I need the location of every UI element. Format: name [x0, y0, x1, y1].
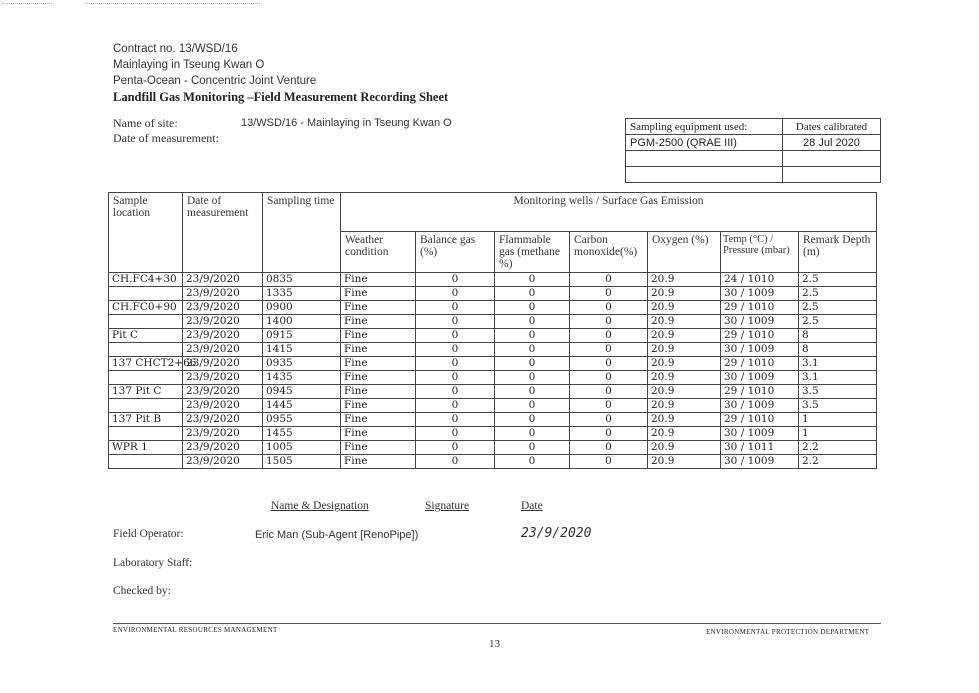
- cell-time: 1505: [263, 455, 341, 469]
- cell-carbon-monoxide: 0: [570, 287, 648, 301]
- cell-remark-depth: 1: [799, 413, 877, 427]
- cell-remark-depth: 3.5: [799, 385, 877, 399]
- cell-carbon-monoxide: 0: [570, 357, 648, 371]
- contractor-name: Penta-Ocean - Concentric Joint Venture: [113, 75, 317, 87]
- cell-date: 23/9/2020: [183, 329, 263, 343]
- cell-balance-gas: 0: [416, 301, 495, 315]
- cell-date: 23/9/2020: [183, 357, 263, 371]
- cell-balance-gas: 0: [416, 371, 495, 385]
- table-row: [109, 413, 877, 427]
- cell-date: 23/9/2020: [183, 427, 263, 441]
- cell-weather: Fine: [341, 399, 416, 413]
- cell-temp-pressure: 30 / 1009: [721, 399, 799, 413]
- cell-flammable-gas: 0: [495, 455, 570, 469]
- cell-balance-gas: 0: [416, 441, 495, 455]
- cell-remark-depth: 2.5: [799, 301, 877, 315]
- cell-flammable-gas: 0: [495, 315, 570, 329]
- header-date: Date of measurement: [183, 193, 263, 273]
- table-row: [109, 455, 877, 469]
- cell-oxygen: 20.9: [648, 413, 721, 427]
- cell-balance-gas: 0: [416, 455, 495, 469]
- cell-location: [109, 399, 183, 413]
- measurement-date-label: Date of measurement:: [113, 131, 219, 145]
- table-row: [109, 287, 877, 301]
- cell-flammable-gas: 0: [495, 441, 570, 455]
- header-time: Sampling time: [263, 193, 341, 273]
- equipment-empty-cell: [626, 167, 783, 183]
- cell-flammable-gas: 0: [495, 329, 570, 343]
- signoff-name-header: Name & Designation: [271, 500, 369, 512]
- cell-time: 0945: [263, 385, 341, 399]
- cell-date: 23/9/2020: [183, 343, 263, 357]
- cell-remark-depth: 2.5: [799, 273, 877, 287]
- cell-date: 23/9/2020: [183, 315, 263, 329]
- cell-weather: Fine: [341, 273, 416, 287]
- cell-carbon-monoxide: 0: [570, 343, 648, 357]
- table-row: [109, 357, 877, 371]
- site-name-value: 13/WSD/16 - Mainlaying in Tseung Kwan O: [241, 117, 452, 129]
- cell-weather: Fine: [341, 371, 416, 385]
- cell-flammable-gas: 0: [495, 413, 570, 427]
- scan-mark: [2, 3, 52, 5]
- cell-weather: Fine: [341, 301, 416, 315]
- cell-oxygen: 20.9: [648, 287, 721, 301]
- signoff-date-header: Date: [521, 500, 543, 512]
- cell-oxygen: 20.9: [648, 315, 721, 329]
- cell-flammable-gas: 0: [495, 343, 570, 357]
- header-location: Sample location: [109, 193, 183, 273]
- cell-balance-gas: 0: [416, 273, 495, 287]
- cell-location: [109, 287, 183, 301]
- cell-flammable-gas: 0: [495, 385, 570, 399]
- cell-time: 1005: [263, 441, 341, 455]
- table-row: [109, 371, 877, 385]
- cell-remark-depth: 2.2: [799, 441, 877, 455]
- equipment-empty-cell: [626, 151, 783, 167]
- header-balance-gas: Balance gas (%): [416, 232, 495, 273]
- cell-time: 0900: [263, 301, 341, 315]
- cell-carbon-monoxide: 0: [570, 441, 648, 455]
- cell-remark-depth: 2.2: [799, 455, 877, 469]
- cell-balance-gas: 0: [416, 399, 495, 413]
- cell-temp-pressure: 29 / 1010: [721, 329, 799, 343]
- cell-oxygen: 20.9: [648, 329, 721, 343]
- field-operator-date: 23/9/2020: [521, 526, 592, 541]
- table-row: [109, 385, 877, 399]
- equipment-table: [625, 118, 881, 183]
- cell-location: 137 CHCT2+66: [109, 357, 183, 371]
- cell-temp-pressure: 30 / 1009: [721, 315, 799, 329]
- sheet-title: Landfill Gas Monitoring –Field Measurement Recording Sheet: [113, 90, 449, 104]
- cell-location: 137 Pit C: [109, 385, 183, 399]
- cell-date: 23/9/2020: [183, 455, 263, 469]
- header-flammable-gas: Flammable gas (methane %): [495, 232, 570, 273]
- field-operator-label: Field Operator:: [113, 528, 184, 540]
- cell-balance-gas: 0: [416, 329, 495, 343]
- cell-oxygen: 20.9: [648, 427, 721, 441]
- cell-date: 23/9/2020: [183, 301, 263, 315]
- cell-temp-pressure: 29 / 1010: [721, 385, 799, 399]
- cell-date: 23/9/2020: [183, 413, 263, 427]
- cell-location: [109, 343, 183, 357]
- cell-remark-depth: 2.5: [799, 287, 877, 301]
- cell-date: 23/9/2020: [183, 399, 263, 413]
- cell-weather: Fine: [341, 343, 416, 357]
- cell-flammable-gas: 0: [495, 273, 570, 287]
- cell-flammable-gas: 0: [495, 357, 570, 371]
- cell-date: 23/9/2020: [183, 441, 263, 455]
- cell-flammable-gas: 0: [495, 287, 570, 301]
- cell-temp-pressure: 30 / 1009: [721, 455, 799, 469]
- cell-oxygen: 20.9: [648, 301, 721, 315]
- cell-remark-depth: 3.1: [799, 357, 877, 371]
- header-group: Monitoring wells / Surface Gas Emission: [341, 193, 877, 232]
- cell-temp-pressure: 29 / 1010: [721, 357, 799, 371]
- table-row: [109, 315, 877, 329]
- cell-location: WPR 1: [109, 441, 183, 455]
- contract-number: Contract no. 13/WSD/16: [113, 43, 238, 55]
- cell-flammable-gas: 0: [495, 399, 570, 413]
- table-row: [109, 329, 877, 343]
- cell-temp-pressure: 29 / 1010: [721, 413, 799, 427]
- cell-oxygen: 20.9: [648, 343, 721, 357]
- cell-remark-depth: 3.1: [799, 371, 877, 385]
- equipment-header: Sampling equipment used:: [626, 119, 783, 135]
- field-operator-name: Eric Man (Sub-Agent [RenoPipe]): [255, 529, 419, 541]
- cell-weather: Fine: [341, 315, 416, 329]
- cell-oxygen: 20.9: [648, 385, 721, 399]
- cell-oxygen: 20.9: [648, 441, 721, 455]
- cell-location: [109, 455, 183, 469]
- header: [113, 41, 533, 105]
- cell-date: 23/9/2020: [183, 385, 263, 399]
- cell-temp-pressure: 30 / 1009: [721, 343, 799, 357]
- cell-location: Pit C: [109, 329, 183, 343]
- header-carbon-monoxide: Carbon monoxide(%): [570, 232, 648, 273]
- footer-right: ENVIRONMENTAL PROTECTION DEPARTMENT: [706, 628, 870, 636]
- cell-time: 1335: [263, 287, 341, 301]
- cell-temp-pressure: 24 / 1010: [721, 273, 799, 287]
- site-name-label: Name of site:: [113, 116, 178, 130]
- cell-date: 23/9/2020: [183, 273, 263, 287]
- cell-carbon-monoxide: 0: [570, 273, 648, 287]
- cell-oxygen: 20.9: [648, 399, 721, 413]
- cell-date: 23/9/2020: [183, 371, 263, 385]
- cell-location: CH.FC0+90: [109, 301, 183, 315]
- cell-temp-pressure: 30 / 1009: [721, 427, 799, 441]
- table-row: [109, 399, 877, 413]
- cell-time: 1435: [263, 371, 341, 385]
- page-number: 13: [489, 638, 500, 650]
- measurement-table: [108, 192, 877, 469]
- cell-location: CH.FC4+30: [109, 273, 183, 287]
- table-row: [109, 301, 877, 315]
- cell-time: 0915: [263, 329, 341, 343]
- cell-weather: Fine: [341, 329, 416, 343]
- cell-weather: Fine: [341, 455, 416, 469]
- calibration-value: 28 Jul 2020: [783, 135, 881, 151]
- cell-time: 1400: [263, 315, 341, 329]
- cell-weather: Fine: [341, 357, 416, 371]
- calibration-header: Dates calibrated: [783, 119, 881, 135]
- header-temp-pressure: Temp (°C) / Pressure (mbar): [721, 232, 799, 273]
- signoff-signature-header: Signature: [425, 500, 470, 512]
- cell-location: 137 Pit B: [109, 413, 183, 427]
- table-row: [109, 273, 877, 287]
- table-row: [109, 427, 877, 441]
- cell-time: 0955: [263, 413, 341, 427]
- cell-temp-pressure: 29 / 1010: [721, 301, 799, 315]
- cell-carbon-monoxide: 0: [570, 427, 648, 441]
- cell-carbon-monoxide: 0: [570, 385, 648, 399]
- cell-remark-depth: 1: [799, 427, 877, 441]
- header-remark-depth: Remark Depth (m): [799, 232, 877, 273]
- footer-rule: [113, 623, 881, 624]
- cell-oxygen: 20.9: [648, 273, 721, 287]
- cell-weather: Fine: [341, 287, 416, 301]
- cell-balance-gas: 0: [416, 343, 495, 357]
- cell-time: 1445: [263, 399, 341, 413]
- cell-weather: Fine: [341, 427, 416, 441]
- cell-location: [109, 427, 183, 441]
- cell-balance-gas: 0: [416, 413, 495, 427]
- cell-oxygen: 20.9: [648, 371, 721, 385]
- cell-temp-pressure: 30 / 1009: [721, 287, 799, 301]
- cell-location: [109, 315, 183, 329]
- laboratory-staff-label: Laboratory Staff:: [113, 557, 193, 569]
- cell-carbon-monoxide: 0: [570, 315, 648, 329]
- cell-weather: Fine: [341, 385, 416, 399]
- cell-balance-gas: 0: [416, 357, 495, 371]
- cell-remark-depth: 8: [799, 343, 877, 357]
- cell-carbon-monoxide: 0: [570, 413, 648, 427]
- project-name: Mainlaying in Tseung Kwan O: [113, 59, 265, 71]
- cell-carbon-monoxide: 0: [570, 329, 648, 343]
- cell-carbon-monoxide: 0: [570, 399, 648, 413]
- scan-mark: [85, 3, 260, 5]
- cell-flammable-gas: 0: [495, 427, 570, 441]
- cell-remark-depth: 3.5: [799, 399, 877, 413]
- cell-carbon-monoxide: 0: [570, 455, 648, 469]
- cell-balance-gas: 0: [416, 315, 495, 329]
- cell-oxygen: 20.9: [648, 357, 721, 371]
- cell-temp-pressure: 30 / 1011: [721, 441, 799, 455]
- cell-flammable-gas: 0: [495, 371, 570, 385]
- cell-weather: Fine: [341, 413, 416, 427]
- calibration-empty-cell: [783, 167, 881, 183]
- cell-balance-gas: 0: [416, 287, 495, 301]
- cell-flammable-gas: 0: [495, 301, 570, 315]
- cell-temp-pressure: 30 / 1009: [721, 371, 799, 385]
- cell-date: 23/9/2020: [183, 287, 263, 301]
- cell-time: 1415: [263, 343, 341, 357]
- footer-left: ENVIRONMENTAL RESOURCES MANAGEMENT: [113, 626, 278, 634]
- equipment-value: PGM-2500 (QRAE III): [626, 135, 783, 151]
- table-row: [109, 343, 877, 357]
- cell-time: 0835: [263, 273, 341, 287]
- header-oxygen: Oxygen (%): [648, 232, 721, 273]
- cell-carbon-monoxide: 0: [570, 371, 648, 385]
- cell-carbon-monoxide: 0: [570, 301, 648, 315]
- checked-by-label: Checked by:: [113, 585, 171, 597]
- cell-remark-depth: 2.5: [799, 315, 877, 329]
- cell-time: 1455: [263, 427, 341, 441]
- header-weather: Weather condition: [341, 232, 416, 273]
- cell-balance-gas: 0: [416, 427, 495, 441]
- cell-remark-depth: 8: [799, 329, 877, 343]
- cell-time: 0935: [263, 357, 341, 371]
- table-row: [109, 441, 877, 455]
- cell-oxygen: 20.9: [648, 455, 721, 469]
- calibration-empty-cell: [783, 151, 881, 167]
- cell-weather: Fine: [341, 441, 416, 455]
- cell-location: [109, 371, 183, 385]
- cell-balance-gas: 0: [416, 385, 495, 399]
